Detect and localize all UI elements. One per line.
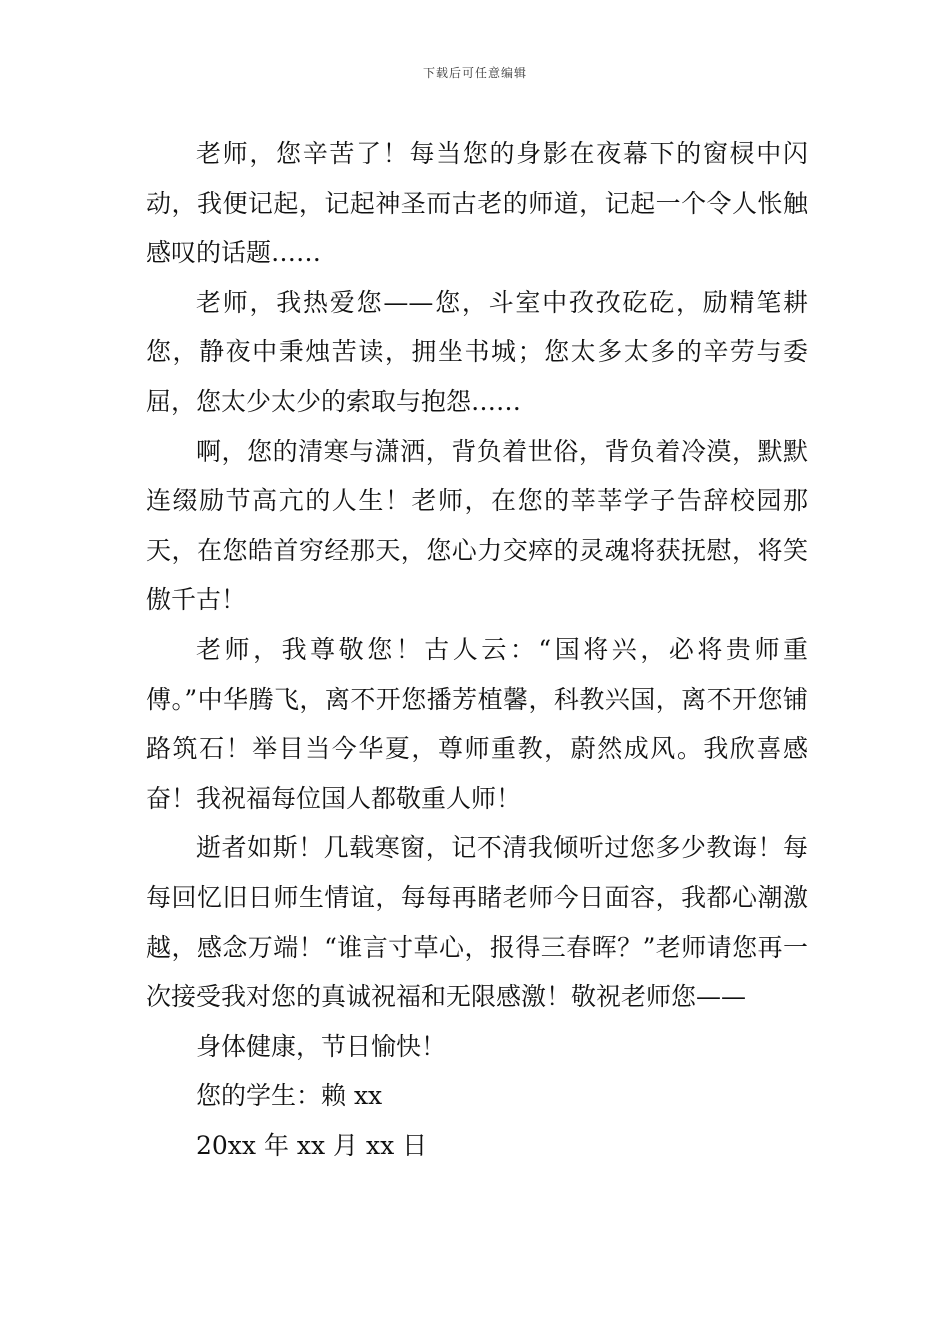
page-header: 下载后可任意编辑 — [422, 66, 527, 80]
closing-wish: 身体健康，节日愉快！ — [196, 1031, 447, 1061]
letter-body — [146, 129, 808, 1170]
paragraph-1: 老师，您辛苦了！每当您的身影在夜幕下的窗棂中闪动，我便记起，记起神圣而古老的师道，记起一个令人怅触感叹的话题…… — [146, 139, 808, 268]
paragraph-3: 啊，您的清寒与潇洒，背负着世俗，背负着冷漠，默默连缀励节高亢的人生！老师，在您的莘莘学子告辞校园那天，在您皓首穷经那天，您心力交瘁的灵魂将获抚慰，将笑傲千古！ — [146, 436, 808, 615]
paragraph-5: 逝者如斯！几载寒窗，记不清我倾听过您多少教诲！每每回忆旧日师生情谊，每每再睹老师今日面容，我都心潮激越，感念万端！“谁言寸草心，报得三春晖？”老师请您再一次接受我对您的真诚祝福和无限感激！敬祝老师您—— — [146, 833, 808, 1012]
letter-date: 20xx 年 xx 月 xx 日 — [196, 1130, 428, 1160]
paragraph-4: 老师，我尊敬您！古人云：“国将兴，必将贵师重傅。”中华腾飞，离不开您播芳植馨，科教兴国，离不开您铺路筑石！举目当今华夏，尊师重教，蔚然成风。我欣喜感奋！我祝福每位国人都敬重人师！ — [146, 634, 808, 813]
signature: 您的学生：赖 xx — [196, 1081, 383, 1111]
paragraph-2: 老师，我热爱您——您，斗室中孜孜矻矻，励精笔耕您，静夜中秉烛苦读，拥坐书城；您太多太多的辛劳与委屈，您太少太少的索取与抱怨…… — [146, 287, 808, 416]
